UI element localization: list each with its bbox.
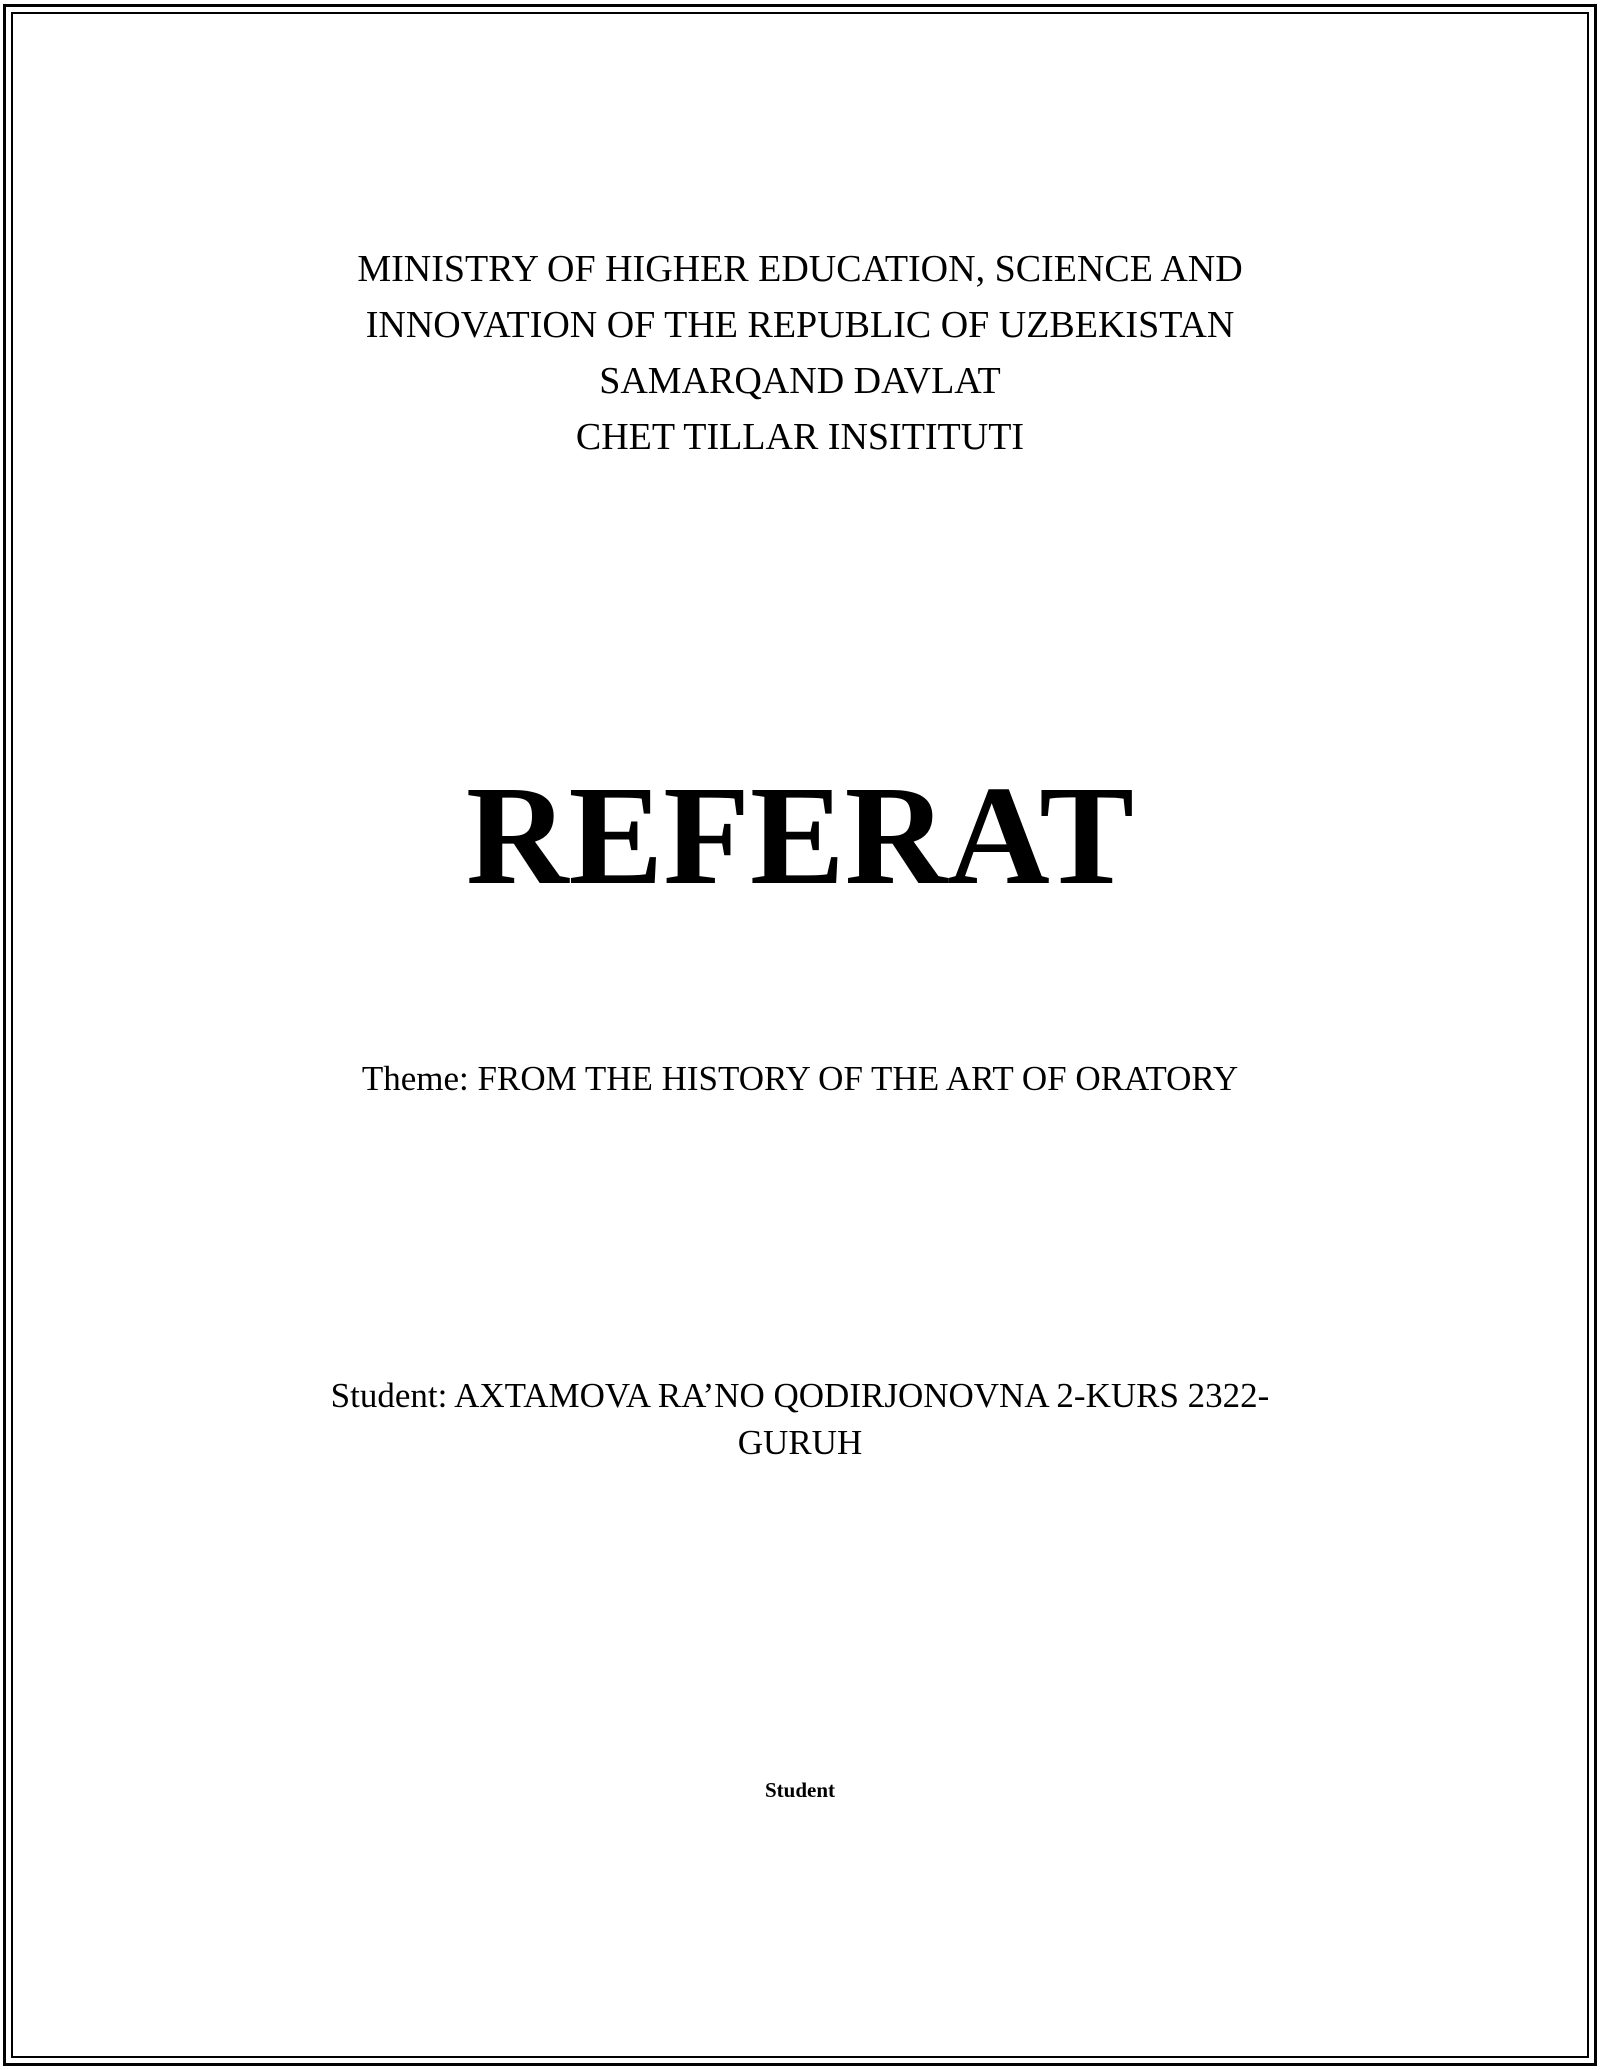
header-line-university: SAMARQAND DAVLAT (599, 360, 1001, 402)
header-line-institute: CHET TILLAR INSITITUTI (575, 416, 1025, 458)
header-line-republic: INNOVATION OF THE REPUBLIC OF UZBEKISTAN (365, 304, 1235, 346)
theme-line: Theme: FROM THE HISTORY OF THE ART OF ORATORY (361, 1059, 1239, 1098)
footer-student-label: Student (764, 1778, 836, 1802)
document-title: REFERAT (466, 756, 1134, 914)
header-line-ministry: MINISTRY OF HIGHER EDUCATION, SCIENCE AND (357, 248, 1243, 290)
student-info: Student: AXTAMOVA RA’NO QODIRJONOVNA 2-KURS 2322-GURUH (330, 1376, 1270, 1462)
institution-header (0, 241, 1600, 465)
